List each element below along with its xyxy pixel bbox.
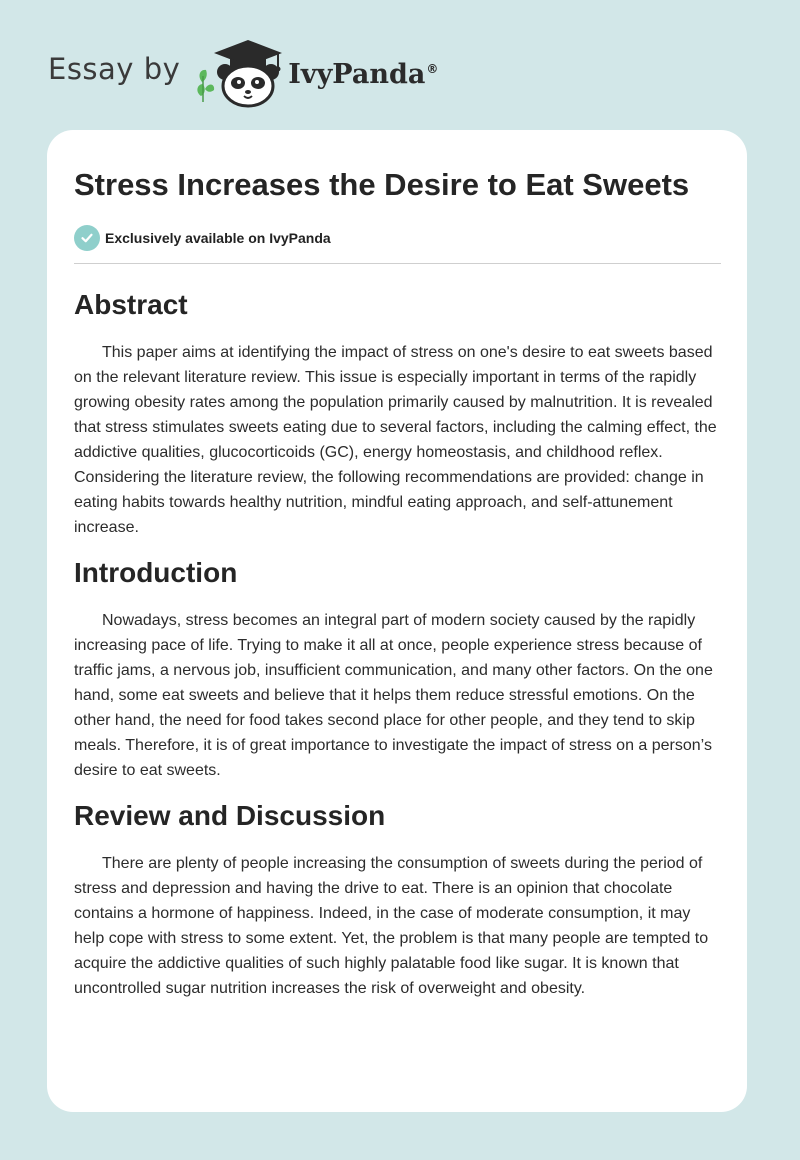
brand-prefix: Essay by bbox=[48, 52, 181, 86]
section-body-review-and-discussion: There are plenty of people increasing the consumption of sweets during the period of stress and depression and having the drive to eat. There is an opinion that chocolate contains a hormone of happiness. Indeed, in the case of moderate consumption, it may help cope with stress to some extent. Yet, the problem is that many people are tempted to acquire the addictive qualities of such highly palatable food like sugar. It is known that uncontrolled sugar nutrition increases the risk of overweight and obesity. bbox=[74, 855, 709, 997]
section-body-introduction: Nowadays, stress becomes an integral part of modern society caused by the rapidly increasing pace of life. Trying to make it all at once, people experience stress because of traffic jams, a nervous job, insufficient communication, and many other factors. On the one hand, some eat sweets and believe that it helps them reduce stressful emotions. On the other hand, the need for food takes second place for other people, and they tend to skip meals. Therefore, it is of great importance to investigate the impact of stress on a person’s desire to eat sweets. bbox=[74, 612, 713, 779]
essay-card bbox=[47, 130, 747, 1112]
section-heading-introduction: Introduction bbox=[74, 557, 238, 588]
divider bbox=[74, 263, 721, 264]
page-title: Stress Increases the Desire to Eat Sweets bbox=[74, 167, 690, 202]
section-heading-abstract: Abstract bbox=[74, 289, 188, 320]
panda-graduate-logo-icon bbox=[194, 36, 286, 108]
checkmark-circle-icon bbox=[74, 225, 100, 251]
section-heading-review-and-discussion: Review and Discussion bbox=[74, 800, 386, 831]
brand-name bbox=[288, 59, 438, 90]
brand-name-text: IvyPanda bbox=[288, 58, 426, 90]
brand-header[interactable] bbox=[48, 36, 438, 108]
registered-mark: ® bbox=[426, 61, 439, 76]
section-body-abstract: This paper aims at identifying the impact of stress on one's desire to eat sweets based on the relevant literature review. This issue is especially important in terms of the rapidly growing obesity rates among the population primarily caused by malnutrition. It is revealed that stress stimulates sweets eating due to several factors, including the calming effect, the addictive qualities, glucocorticoids (GC), energy homeostasis, and childhood reflex. Considering the literature review, the following recommendations are provided: change in eating habits towards healthy nutrition, mindful eating approach, and self-attunement increase. bbox=[74, 344, 717, 536]
exclusive-badge-label: Exclusively available on IvyPanda bbox=[105, 230, 331, 246]
exclusive-badge bbox=[74, 224, 721, 252]
